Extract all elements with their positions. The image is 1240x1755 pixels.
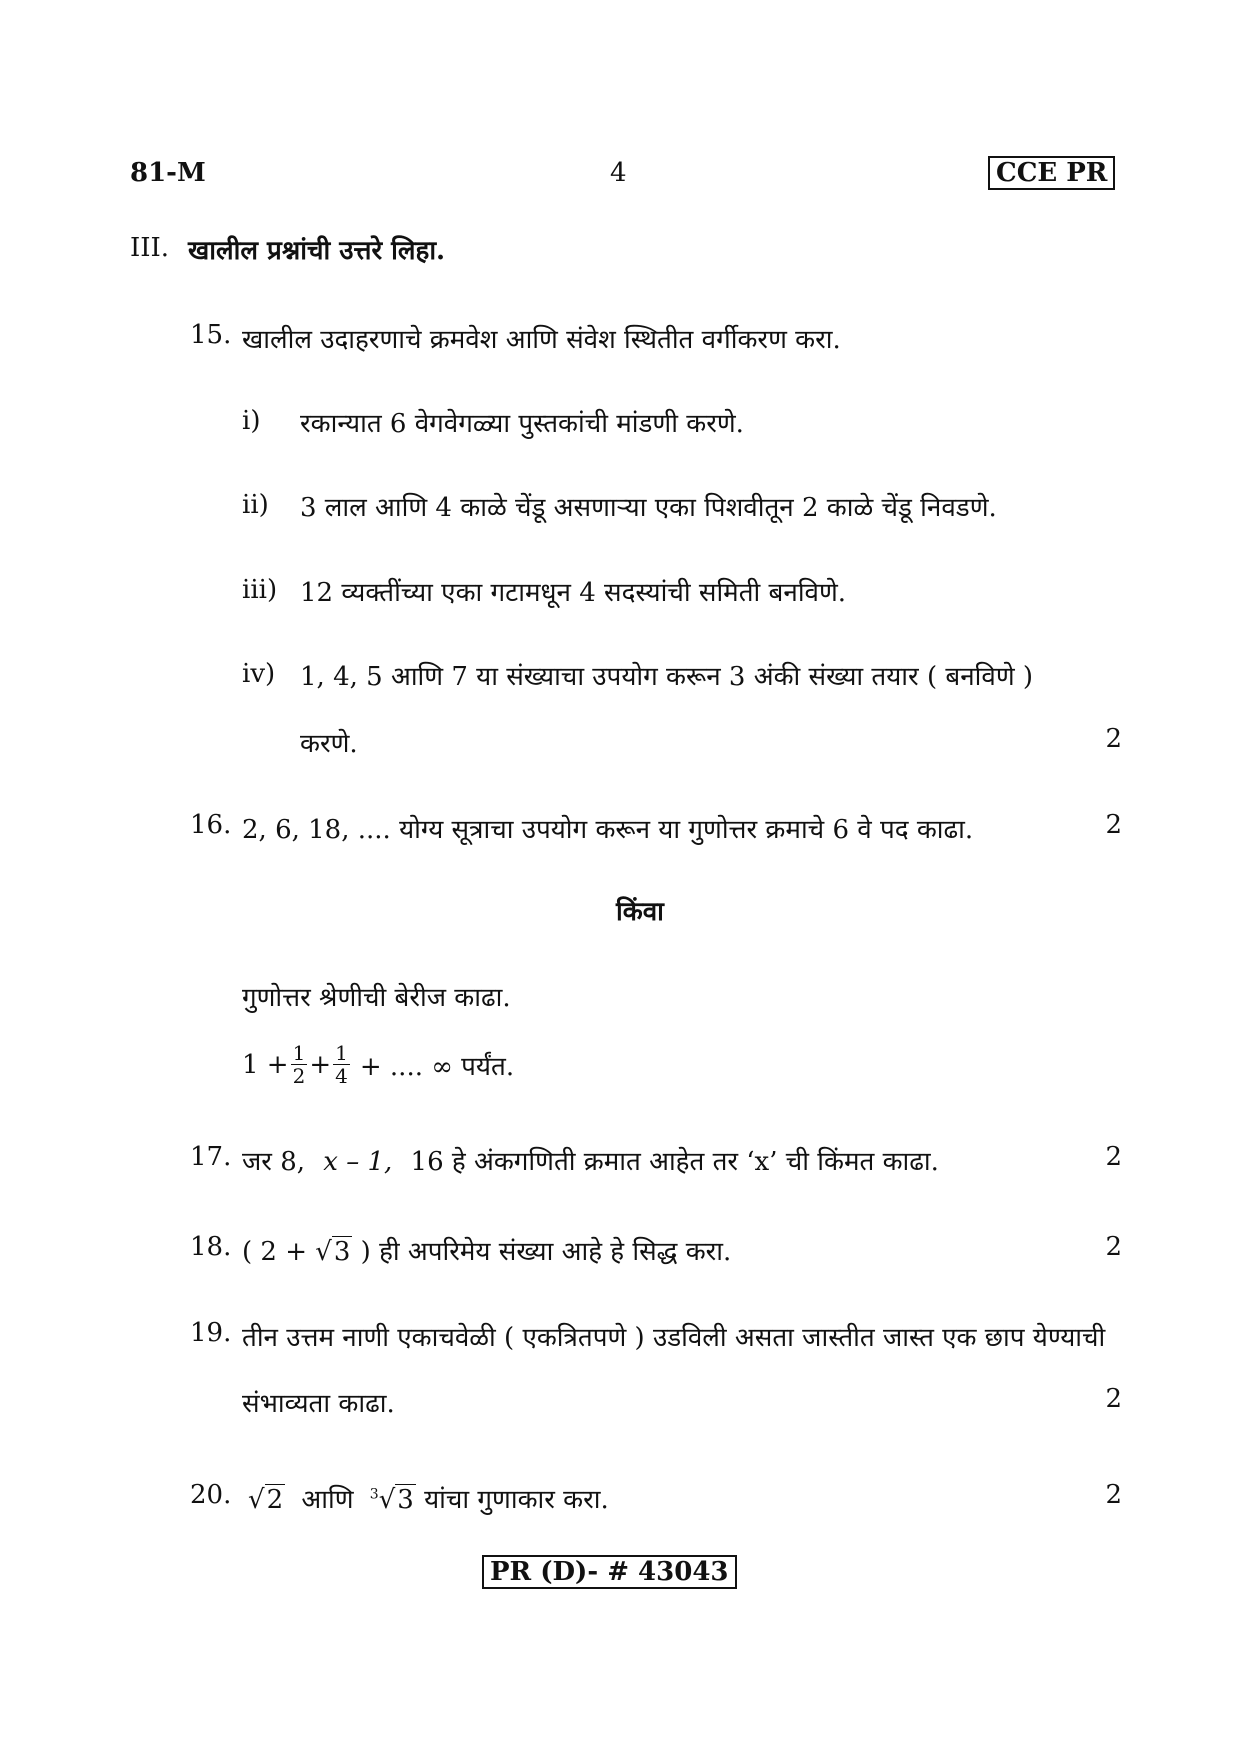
fraction-quarter-numerator: 1 bbox=[335, 1041, 348, 1065]
paper-code: 81-M bbox=[130, 158, 206, 188]
series-badge: CCE PR bbox=[988, 156, 1115, 190]
q15-item-iii-text: 12 व्यक्तींच्या एका गटामधून 4 सदस्यांची समिती बनविणे. bbox=[300, 578, 847, 608]
fraction-half-numerator: 1 bbox=[292, 1041, 306, 1065]
fraction-half-denominator: 2 bbox=[292, 1064, 306, 1088]
cube-root-3: $^3$√3 bbox=[369, 1485, 414, 1515]
question-19-continuation: संभाव्यता काढा. bbox=[242, 1389, 395, 1419]
question-19-text: तीन उत्तम नाणी एकाचवेळी ( एकत्रितपणे ) उडविली असता जास्तीत जास्त एक छाप येण्याची bbox=[242, 1323, 1106, 1353]
q15-item-iv-continuation: करणे. bbox=[300, 729, 358, 759]
section-title: खालील प्रश्नांची उत्तरे लिहा. bbox=[188, 236, 446, 266]
fraction-half bbox=[291, 1042, 308, 1087]
q15-item-i-text: रकान्यात 6 वेगवेगळ्या पुस्तकांची मांडणी करणे. bbox=[300, 409, 744, 439]
question-18-text bbox=[242, 1232, 731, 1268]
question-20-text-end: यांचा गुणाकार करा. bbox=[424, 1485, 609, 1515]
square-root-2: √2 bbox=[248, 1485, 284, 1515]
question-20-number: 20. bbox=[190, 1480, 232, 1510]
question-16-marks: 2 bbox=[1105, 810, 1122, 840]
square-root-3-radicand: 3 bbox=[333, 1237, 351, 1267]
question-17-text bbox=[242, 1142, 939, 1178]
question-19-number: 19. bbox=[190, 1318, 232, 1348]
series-plus: + bbox=[309, 1049, 332, 1080]
q15-item-i-label: i) bbox=[242, 406, 261, 436]
question-18-marks: 2 bbox=[1105, 1232, 1122, 1262]
square-root-3: √3 bbox=[315, 1237, 351, 1267]
q15-item-ii-label: ii) bbox=[242, 490, 269, 520]
page-number: 4 bbox=[610, 158, 627, 188]
fraction-quarter bbox=[333, 1042, 350, 1087]
section-numeral: III. bbox=[130, 233, 170, 263]
question-17-number: 17. bbox=[190, 1142, 232, 1172]
q15-item-iii-label: iii) bbox=[242, 575, 278, 605]
question-20-text-mid: आणि bbox=[301, 1485, 354, 1515]
question-17-variable: x – 1, bbox=[323, 1147, 393, 1177]
question-15-marks: 2 bbox=[1105, 724, 1122, 754]
cube-root-3-radicand: 3 bbox=[397, 1485, 414, 1515]
question-18-text-b: ) ही अपरिमेय संख्या आहे हे सिद्ध करा. bbox=[360, 1237, 732, 1267]
question-15-text: खालील उदाहरणाचे क्रमवेश आणि संवेश स्थितीत वर्गीकरण करा. bbox=[242, 325, 841, 355]
series-tail: + .... ∞ पर्यंत. bbox=[359, 1051, 515, 1082]
question-16-alt-text: गुणोत्तर श्रेणीची बेरीज काढा. bbox=[242, 983, 511, 1013]
question-17-text-b: 16 हे अंकगणिती क्रमात आहेत तर ‘x’ ची किंमत काढा. bbox=[410, 1147, 939, 1177]
question-19-marks: 2 bbox=[1105, 1384, 1122, 1414]
q15-item-iv-text: 1, 4, 5 आणि 7 या संख्याचा उपयोग करून 3 अंकी संख्या तयार ( बनविणे ) bbox=[300, 662, 1034, 692]
cube-root-index: 3 bbox=[369, 1486, 379, 1503]
question-17-marks: 2 bbox=[1105, 1142, 1122, 1172]
question-16-text: 2, 6, 18, .... योग्य सूत्राचा उपयोग करून या गुणोत्तर क्रमाचे 6 वे पद काढा. bbox=[242, 815, 974, 845]
q15-item-ii-text: 3 लाल आणि 4 काळे चेंडू असणाऱ्या एका पिशवीतून 2 काळे चेंडू निवडणे. bbox=[300, 493, 997, 523]
square-root-2-radicand: 2 bbox=[266, 1485, 284, 1515]
or-label: किंवा bbox=[616, 897, 664, 927]
question-20-marks: 2 bbox=[1105, 1480, 1122, 1510]
question-15-number: 15. bbox=[190, 320, 232, 350]
question-16-alt-series bbox=[242, 1042, 514, 1087]
question-18-number: 18. bbox=[190, 1232, 232, 1262]
question-16-number: 16. bbox=[190, 810, 232, 840]
series-lead: 1 + bbox=[242, 1049, 289, 1080]
question-20-text bbox=[248, 1480, 609, 1516]
q15-item-iv-label: iv) bbox=[242, 659, 276, 689]
fraction-quarter-denominator: 4 bbox=[335, 1064, 348, 1088]
footer-code: PR (D)- # 43043 bbox=[482, 1555, 737, 1589]
question-17-text-a: जर 8, bbox=[242, 1147, 305, 1177]
question-18-text-a: ( 2 + bbox=[242, 1237, 307, 1267]
